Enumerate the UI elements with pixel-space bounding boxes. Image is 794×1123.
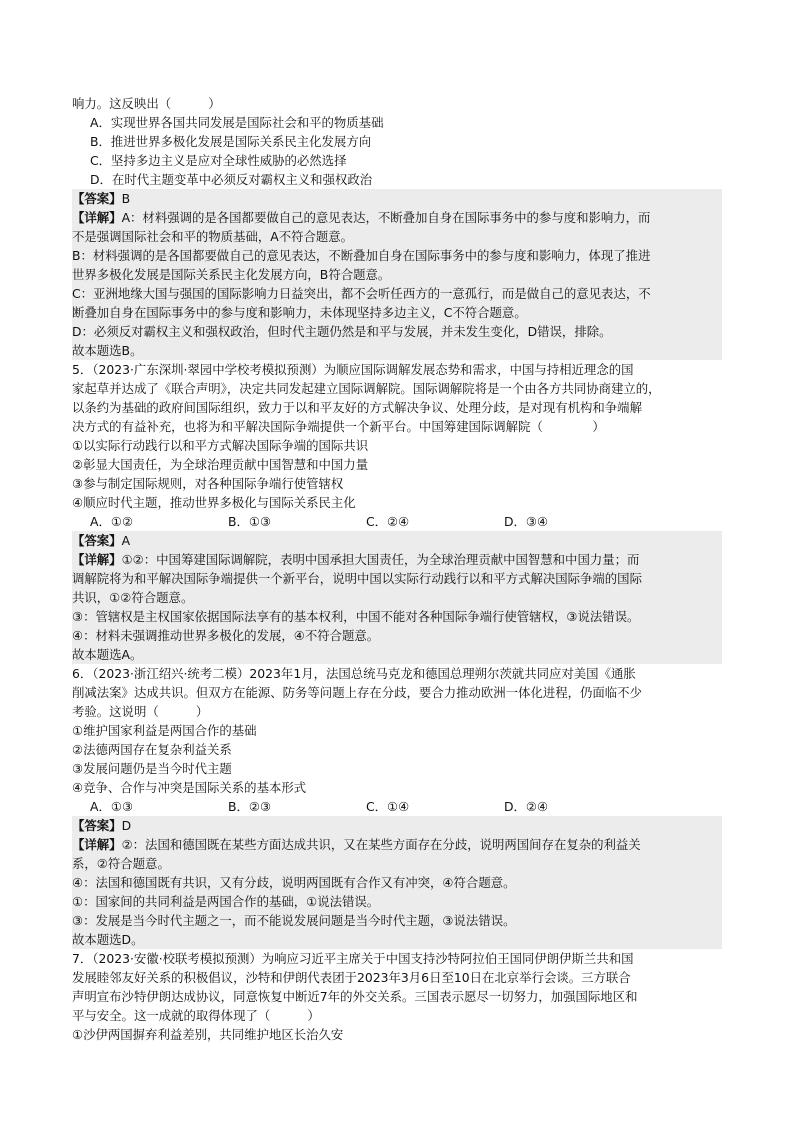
q6-option-a: A．①③ bbox=[90, 799, 134, 814]
q4-detail-line-4: 世界多极化发展是国际关系民主化发展方向，B符合题意。 bbox=[72, 265, 722, 284]
q6-stem-line-1: 6．（2023·浙江绍兴·统考二模）2023年1月，法国总统马克龙和德国总理朔尔茨就共同应对美国《通胀 bbox=[72, 666, 636, 681]
q6-option-c: C．①④ bbox=[366, 799, 410, 814]
q6-item-3: ③发展问题仍是当今时代主题 bbox=[72, 761, 232, 776]
detail-tag: 【详解】 bbox=[72, 552, 122, 567]
q5-item-1: ①以实际行动践行以和平方式解决国际争端的国际共识 bbox=[72, 438, 369, 453]
q6-detail-line-2: 系，②符合题意。 bbox=[72, 854, 722, 873]
q6-item-1: ①维护国家利益是两国合作的基础 bbox=[72, 723, 257, 738]
q6-detail-line-1 bbox=[72, 835, 722, 854]
detail-tag: 【详解】 bbox=[72, 210, 122, 225]
detail-tag: 【详解】 bbox=[72, 837, 122, 852]
q6-answer-value: D bbox=[121, 818, 132, 833]
q6-answer-line bbox=[72, 816, 722, 835]
q4-option-c: C．坚持多边主义是应对全球性威胁的必然选择 bbox=[90, 153, 347, 168]
q6-detail-line-3: ④：法国和德国既有共识，又有分歧，说明两国既有合作又有冲突，④符合题意。 bbox=[72, 873, 722, 892]
q4-option-d: D．在时代主题变革中必须反对霸权主义和强权政治 bbox=[90, 172, 373, 187]
q5-item-3: ③参与制定国际规则，对各种国际争端行使管辖权 bbox=[72, 476, 344, 491]
q6-stem-line-2: 削减法案》达成共识。但双方在能源、防务等问题上存在分歧，要合力推动欧洲一体化进程，仍面临不少 bbox=[72, 685, 642, 700]
answer-tag: 【答案】 bbox=[72, 191, 122, 206]
q4-detail-line-3: B：材料强调的是各国都要做自己的意见表达，不断叠加自身在国际事务中的参与度和影响力，体现了推进 bbox=[72, 246, 722, 265]
q6-stem-line-3: 考验。这说明（ ） bbox=[72, 704, 209, 719]
q6-conclusion: 故本题选D。 bbox=[72, 930, 722, 949]
q5-item-4: ④顺应时代主题，推动世界多极化与国际关系民主化 bbox=[72, 495, 356, 510]
q6-item-2: ②法德两国存在复杂利益关系 bbox=[72, 742, 232, 757]
q6-item-4: ④竞争、合作与冲突是国际关系的基本形式 bbox=[72, 780, 307, 795]
q4-detail-line-1 bbox=[72, 208, 722, 227]
q7-stem-line-1: 7．（2023·安徽·校联考模拟预测）为响应习近平主席关于中国支持沙特阿拉伯王国同伊朗伊斯兰共和国 bbox=[72, 951, 634, 966]
q5-option-d: D．③④ bbox=[504, 514, 549, 529]
q5-option-b: B．①③ bbox=[228, 514, 272, 529]
q5-detail-line-4: ③：管辖权是主权国家依据国际法享有的基本权利，中国不能对各种国际争端行使管辖权，③说法错误。 bbox=[72, 607, 722, 626]
q5-item-2: ②彰显大国责任，为全球治理贡献中国智慧和中国力量 bbox=[72, 457, 369, 472]
q7-stem-line-2: 发展睦邻友好关系的积极倡议，沙特和伊朗代表团于2023年3月6日至10日在北京举行会谈。三方联合 bbox=[72, 970, 631, 985]
q5-detail-line-5: ④：材料未强调推动世界多极化的发展，④不符合题意。 bbox=[72, 626, 722, 645]
answer-tag: 【答案】 bbox=[72, 818, 122, 833]
q6-detail-line-4: ①：国家间的共同利益是两国合作的基础，①说法错误。 bbox=[72, 892, 722, 911]
q6-options bbox=[72, 797, 722, 816]
q4-answer-value: B bbox=[121, 191, 131, 206]
q5-stem-line-4: 决方式的有益补充，也将为和平解决国际争端提供一个新平台。中国筹建国际调解院（ ） bbox=[72, 419, 605, 434]
q6-option-d: D．②④ bbox=[504, 799, 549, 814]
q4-detail-line-6: 断叠加自身在国际事务中的参与度和影响力，未体现坚持多边主义，C不符合题意。 bbox=[72, 303, 722, 322]
q4-detail-text-1: A：材料强调的是各国都要做自己的意见表达，不断叠加自身在国际事务中的参与度和影响力，而 bbox=[121, 210, 651, 225]
q5-detail-text-1: ①②：中国筹建国际调解院，表明中国承担大国责任，为全球治理贡献中国智慧和中国力量；而 bbox=[121, 552, 640, 567]
q5-option-c: C．②④ bbox=[366, 514, 410, 529]
q6-detail-text-1: ②：法国和德国既在某些方面达成共识，又在某些方面存在分歧，说明两国间存在复杂的利益关 bbox=[121, 837, 641, 852]
q5-detail-line-3: 共识，①②符合题意。 bbox=[72, 588, 722, 607]
q7-stem-line-4: 平与安全。这一成就的取得体现了（ ） bbox=[72, 1008, 320, 1023]
q4-detail-line-5: C：亚洲地缘大国与强国的国际影响力日益突出，都不会听任西方的一意孤行，而是做自己的意见表达，不 bbox=[72, 284, 722, 303]
q4-conclusion: 故本题选B。 bbox=[72, 341, 722, 360]
q5-stem-line-2: 家起草并达成了《联合声明》，决定共同发起建立国际调解院。国际调解院将是一个由各方共同协商建立的， bbox=[72, 381, 661, 396]
q5-conclusion: 故本题选A。 bbox=[72, 645, 722, 664]
q5-answer-line bbox=[72, 531, 722, 550]
document-content bbox=[72, 94, 722, 1044]
q4-option-a: A．实现世界各国共同发展是国际社会和平的物质基础 bbox=[90, 115, 384, 130]
q5-option-a: A．①② bbox=[90, 514, 134, 529]
q4-detail-line-7: D：必须反对霸权主义和强权政治，但时代主题仍然是和平与发展，并未发生变化，D错误，排除。 bbox=[72, 322, 722, 341]
q4-detail-line-2: 不是强调国际社会和平的物质基础，A不符合题意。 bbox=[72, 227, 722, 246]
q7-stem-line-3: 声明宣布沙特伊朗达成协议，同意恢复中断近7年的外交关系。三国表示愿尽一切努力，加强国际地区和 bbox=[72, 989, 638, 1004]
question-4-stem-end: 响力。这反映出（ ） bbox=[72, 96, 221, 111]
q5-options bbox=[72, 512, 722, 531]
q5-stem-line-1: 5．（2023·广东深圳·翠园中学校考模拟预测）为顺应国际调解发展态势和需求，中国与持相近理念的国 bbox=[72, 362, 634, 377]
q7-item-1: ①沙伊两国摒弃利益差别，共同维护地区长治久安 bbox=[72, 1027, 344, 1042]
q6-detail-line-5: ③：发展是当今时代主题之一，而不能说发展问题是当今时代主题，③说法错误。 bbox=[72, 911, 722, 930]
q5-stem-line-3: 以条约为基础的政府间国际组织，致力于以和平友好的方式解决争议、处理分歧，是对现有机构和争端解 bbox=[72, 400, 642, 415]
q6-option-b: B．②③ bbox=[228, 799, 272, 814]
answer-tag: 【答案】 bbox=[72, 533, 122, 548]
q4-option-b: B．推进世界多极化发展是国际关系民主化发展方向 bbox=[90, 134, 372, 149]
q5-detail-line-1 bbox=[72, 550, 722, 569]
q5-answer-value: A bbox=[121, 533, 131, 548]
q4-answer-line bbox=[72, 189, 722, 208]
q5-detail-line-2: 调解院将为和平解决国际争端提供一个新平台，说明中国以实际行动践行以和平方式解决国际争端的国际 bbox=[72, 569, 722, 588]
